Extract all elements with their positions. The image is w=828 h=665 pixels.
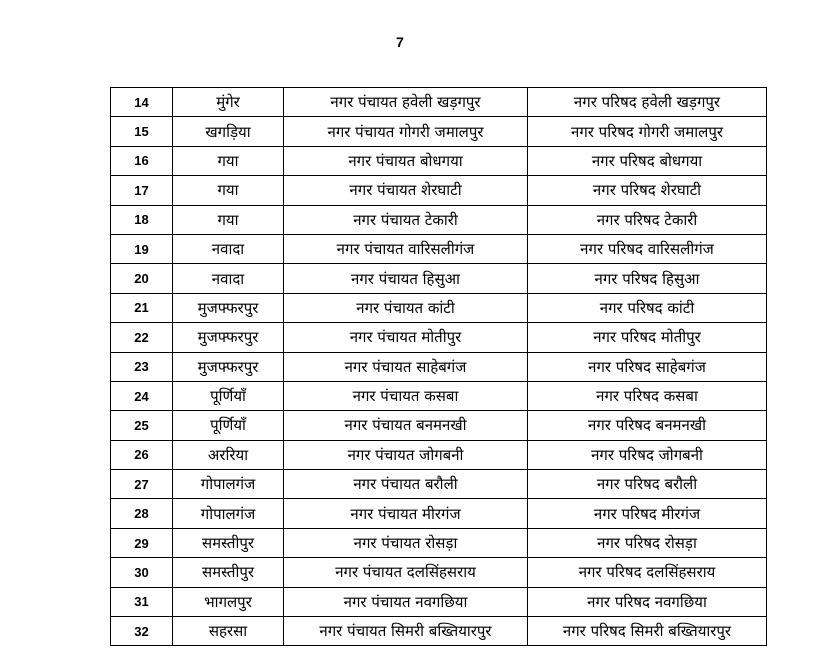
nagar-parishad-cell: नगर परिषद टेकारी [528, 205, 767, 234]
conversion-table [110, 87, 767, 646]
serial-number-cell: 21 [111, 293, 173, 322]
serial-number-cell: 24 [111, 381, 173, 410]
serial-number-cell: 20 [111, 264, 173, 293]
district-cell: पूर्णियाँ [173, 411, 284, 440]
district-cell: मुजफ्फरपुर [173, 352, 284, 381]
table-row [111, 293, 767, 322]
nagar-panchayat-cell: नगर पंचायत गोगरी जमालपुर [284, 117, 528, 146]
table-row [111, 528, 767, 557]
nagar-parishad-cell: नगर परिषद बरौली [528, 470, 767, 499]
nagar-parishad-cell: नगर परिषद बनमनखी [528, 411, 767, 440]
district-cell: समस्तीपुर [173, 558, 284, 587]
district-cell: मुजफ्फरपुर [173, 293, 284, 322]
nagar-panchayat-cell: नगर पंचायत नवगछिया [284, 587, 528, 616]
table-row [111, 558, 767, 587]
nagar-parishad-cell: नगर परिषद कसबा [528, 381, 767, 410]
nagar-panchayat-cell: नगर पंचायत बनमनखी [284, 411, 528, 440]
table-row [111, 587, 767, 616]
nagar-panchayat-cell: नगर पंचायत वारिसलीगंज [284, 234, 528, 263]
serial-number-cell: 25 [111, 411, 173, 440]
district-cell: गया [173, 176, 284, 205]
table-row [111, 381, 767, 410]
serial-number-cell: 26 [111, 440, 173, 469]
table-row [111, 264, 767, 293]
table-row [111, 146, 767, 175]
nagar-parishad-cell: नगर परिषद सिमरी बख्तियारपुर [528, 617, 767, 646]
nagar-parishad-cell: नगर परिषद हिसुआ [528, 264, 767, 293]
district-cell: भागलपुर [173, 587, 284, 616]
serial-number-cell: 22 [111, 323, 173, 352]
serial-number-cell: 19 [111, 234, 173, 263]
table-row [111, 176, 767, 205]
nagar-panchayat-cell: नगर पंचायत दलसिंहसराय [284, 558, 528, 587]
serial-number-cell: 16 [111, 146, 173, 175]
serial-number-cell: 14 [111, 88, 173, 117]
nagar-parishad-cell: नगर परिषद मोतीपुर [528, 323, 767, 352]
nagar-panchayat-cell: नगर पंचायत शेरघाटी [284, 176, 528, 205]
nagar-panchayat-cell: नगर पंचायत कसबा [284, 381, 528, 410]
nagar-parishad-cell: नगर परिषद मीरगंज [528, 499, 767, 528]
serial-number-cell: 15 [111, 117, 173, 146]
nagar-parishad-cell: नगर परिषद नवगछिया [528, 587, 767, 616]
table-row [111, 617, 767, 646]
table-row [111, 117, 767, 146]
district-cell: खगड़िया [173, 117, 284, 146]
nagar-parishad-cell: नगर परिषद गोगरी जमालपुर [528, 117, 767, 146]
nagar-panchayat-cell: नगर पंचायत रोसड़ा [284, 528, 528, 557]
table-row [111, 499, 767, 528]
nagar-parishad-cell: नगर परिषद शेरघाटी [528, 176, 767, 205]
nagar-panchayat-cell: नगर पंचायत बोधगया [284, 146, 528, 175]
table-row [111, 411, 767, 440]
table-row [111, 352, 767, 381]
nagar-parishad-cell: नगर परिषद वारिसलीगंज [528, 234, 767, 263]
district-cell: गोपालगंज [173, 470, 284, 499]
serial-number-cell: 28 [111, 499, 173, 528]
district-cell: नवादा [173, 234, 284, 263]
table-body [111, 88, 767, 646]
nagar-panchayat-cell: नगर पंचायत सिमरी बख्तियारपुर [284, 617, 528, 646]
serial-number-cell: 29 [111, 528, 173, 557]
district-cell: गोपालगंज [173, 499, 284, 528]
table-row [111, 205, 767, 234]
nagar-panchayat-cell: नगर पंचायत मोतीपुर [284, 323, 528, 352]
nagar-parishad-cell: नगर परिषद साहेबगंज [528, 352, 767, 381]
table-row [111, 470, 767, 499]
district-cell: गया [173, 205, 284, 234]
table-row [111, 323, 767, 352]
nagar-parishad-cell: नगर परिषद कांटी [528, 293, 767, 322]
district-cell: अररिया [173, 440, 284, 469]
district-cell: गया [173, 146, 284, 175]
nagar-parishad-cell: नगर परिषद हवेली खड़गपुर [528, 88, 767, 117]
nagar-panchayat-cell: नगर पंचायत साहेबगंज [284, 352, 528, 381]
serial-number-cell: 18 [111, 205, 173, 234]
table-row [111, 88, 767, 117]
nagar-parishad-cell: नगर परिषद रोसड़ा [528, 528, 767, 557]
page-number: 7 [396, 34, 404, 50]
district-cell: मुंगेर [173, 88, 284, 117]
nagar-panchayat-cell: नगर पंचायत हवेली खड़गपुर [284, 88, 528, 117]
nagar-panchayat-cell: नगर पंचायत कांटी [284, 293, 528, 322]
serial-number-cell: 27 [111, 470, 173, 499]
serial-number-cell: 32 [111, 617, 173, 646]
nagar-parishad-cell: नगर परिषद दलसिंहसराय [528, 558, 767, 587]
table-row [111, 440, 767, 469]
serial-number-cell: 30 [111, 558, 173, 587]
district-cell: नवादा [173, 264, 284, 293]
district-cell: पूर्णियाँ [173, 381, 284, 410]
nagar-parishad-cell: नगर परिषद जोगबनी [528, 440, 767, 469]
district-cell: मुजफ्फरपुर [173, 323, 284, 352]
nagar-panchayat-cell: नगर पंचायत मीरगंज [284, 499, 528, 528]
serial-number-cell: 17 [111, 176, 173, 205]
table-row [111, 234, 767, 263]
nagar-panchayat-cell: नगर पंचायत हिसुआ [284, 264, 528, 293]
nagar-parishad-cell: नगर परिषद बोधगया [528, 146, 767, 175]
nagar-panchayat-cell: नगर पंचायत टेकारी [284, 205, 528, 234]
nagar-panchayat-cell: नगर पंचायत जोगबनी [284, 440, 528, 469]
serial-number-cell: 23 [111, 352, 173, 381]
nagar-panchayat-cell: नगर पंचायत बरौली [284, 470, 528, 499]
district-cell: सहरसा [173, 617, 284, 646]
serial-number-cell: 31 [111, 587, 173, 616]
district-cell: समस्तीपुर [173, 528, 284, 557]
